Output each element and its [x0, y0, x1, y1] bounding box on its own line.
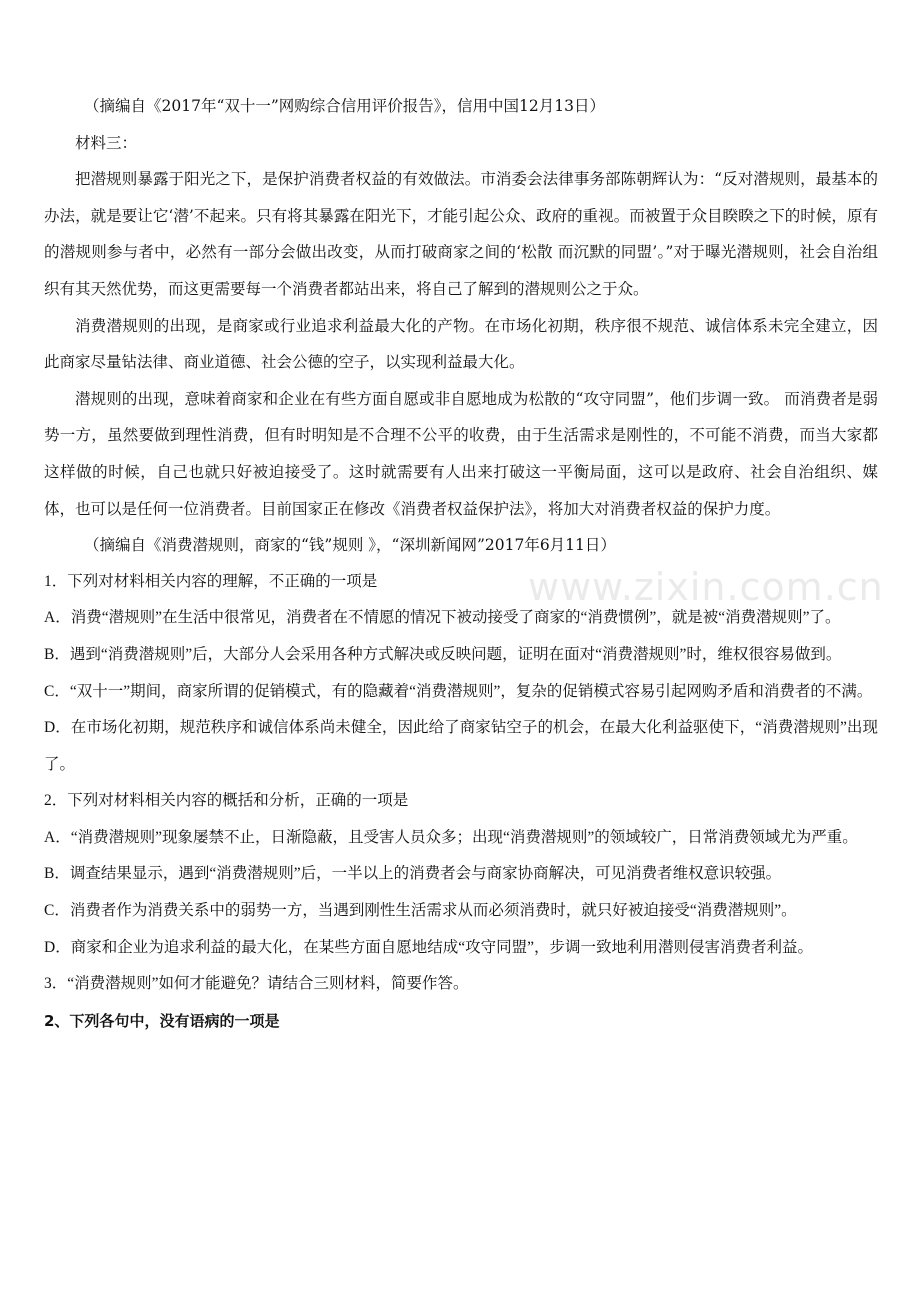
material-3-heading: 材料三： [75, 133, 138, 152]
material-3-paragraph-1: 把潜规则暴露于阳光之下，是保护消费者权益的有效做法。市消委会法律事务部陈朝辉认为：“反对潜规则，最基本的办法，就是要让它‘潜’不起来。只有将其暴露在阳光下，才能引起公众、政府的重视。而被置于众目睽睽之下的时候，原有的潜规则参与者中，必然有一部分会做出改变，从而打破商家之间的‘松散 而沉默的同盟’。”对于曝光潜规则，社会自治组织有其天然优势，而这更需要每一个消费者都站出来，将自己了解到的潜规则公之于众。 [44, 170, 878, 298]
question-1-option-b: B．遇到“消费潜规则”后，大部分人会采用各种方式解决或反映问题，证明在面对“消费潜规则”时，维权很容易做到。 [44, 645, 842, 663]
question-2-stem: 2．下列对材料相关内容的概括和分析，正确的一项是 [44, 792, 409, 810]
question-2-option-a: A．“消费潜规则”现象屡禁不止，日渐隐蔽，且受害人员众多；出现“消费潜规则”的领域较广，日常消费领域尤为严重。 [44, 828, 858, 846]
question-1-option-c: C．“双十一”期间，商家所谓的促销模式，有的隐藏着“消费潜规则”，复杂的促销模式容易引起网购矛盾和消费者的不满。 [44, 682, 873, 700]
question-3-stem: 3．“消费潜规则”如何才能避免？请结合三则材料，简要作答。 [44, 975, 469, 993]
material-3-paragraph-3: 潜规则的出现，意味着商家和企业在有些方面自愿或非自愿地成为松散的“攻守同盟”，他们步调一致。 而消费者是弱势一方，虽然要做到理性消费，但有时明知是不合理不公平的收费，由于生活需求是刚性的，不可能不消费，而当大家都这样做的时候，自己也就只好被迫接受了。这时就需要有人出来打破这一平衡局面，这可以是政府、社会自治组织、媒体，也可以是任何一位消费者。目前国家正在修改《消费者权益保护法》，将加大对消费者权益的保护力度。 [44, 389, 878, 518]
question-1-option-d: D．在市场化初期，规范秩序和诚信体系尚未健全，因此给了商家钻空子的机会，在最大化利益驱使下，“消费潜规则”出现了。 [44, 719, 878, 773]
question-2-option-c: C．消费者作为消费关系中的弱势一方，当遇到刚性生活需求从而必须消费时，就只好被迫接受“消费潜规则”。 [44, 902, 797, 920]
watermark: www.zixin.com.cn [528, 565, 884, 609]
question-2-option-b: B．调查结果显示，遇到“消费潜规则”后，一半以上的消费者会与商家协商解决，可见消费者维权意识较强。 [44, 865, 782, 883]
question-1-option-a: A．消费“潜规则”在生活中很常见，消费者在不情愿的情况下被动接受了商家的“消费惯例”，就是被“消费潜规则”了。 [44, 609, 841, 627]
source-citation-2: （摘编自《消费潜规则，商家的“钱”规则 》，“深圳新闻网”2017年6月11日） [84, 536, 616, 555]
question-2-option-d: D．商家和企业为追求利益的最大化，在某些方面自愿地结成“攻守同盟”，步调一致地利用潜则侵害消费者利益。 [44, 938, 813, 956]
question-1-stem: 1．下列对材料相关内容的理解，不正确的一项是 [44, 572, 378, 590]
next-question-heading: 2、下列各句中，没有语病的一项是 [44, 1011, 280, 1030]
material-3-paragraph-2: 消费潜规则的出现，是商家或行业追求利益最大化的产物。在市场化初期，秩序很不规范、诚信体系未完全建立，因此商家尽量钻法律、商业道德、社会公德的空子，以实现利益最大化。 [44, 316, 878, 372]
source-citation-1: （摘编自《2017年“双十一”网购综合信用评价报告》，信用中国12月13日） [84, 97, 605, 115]
